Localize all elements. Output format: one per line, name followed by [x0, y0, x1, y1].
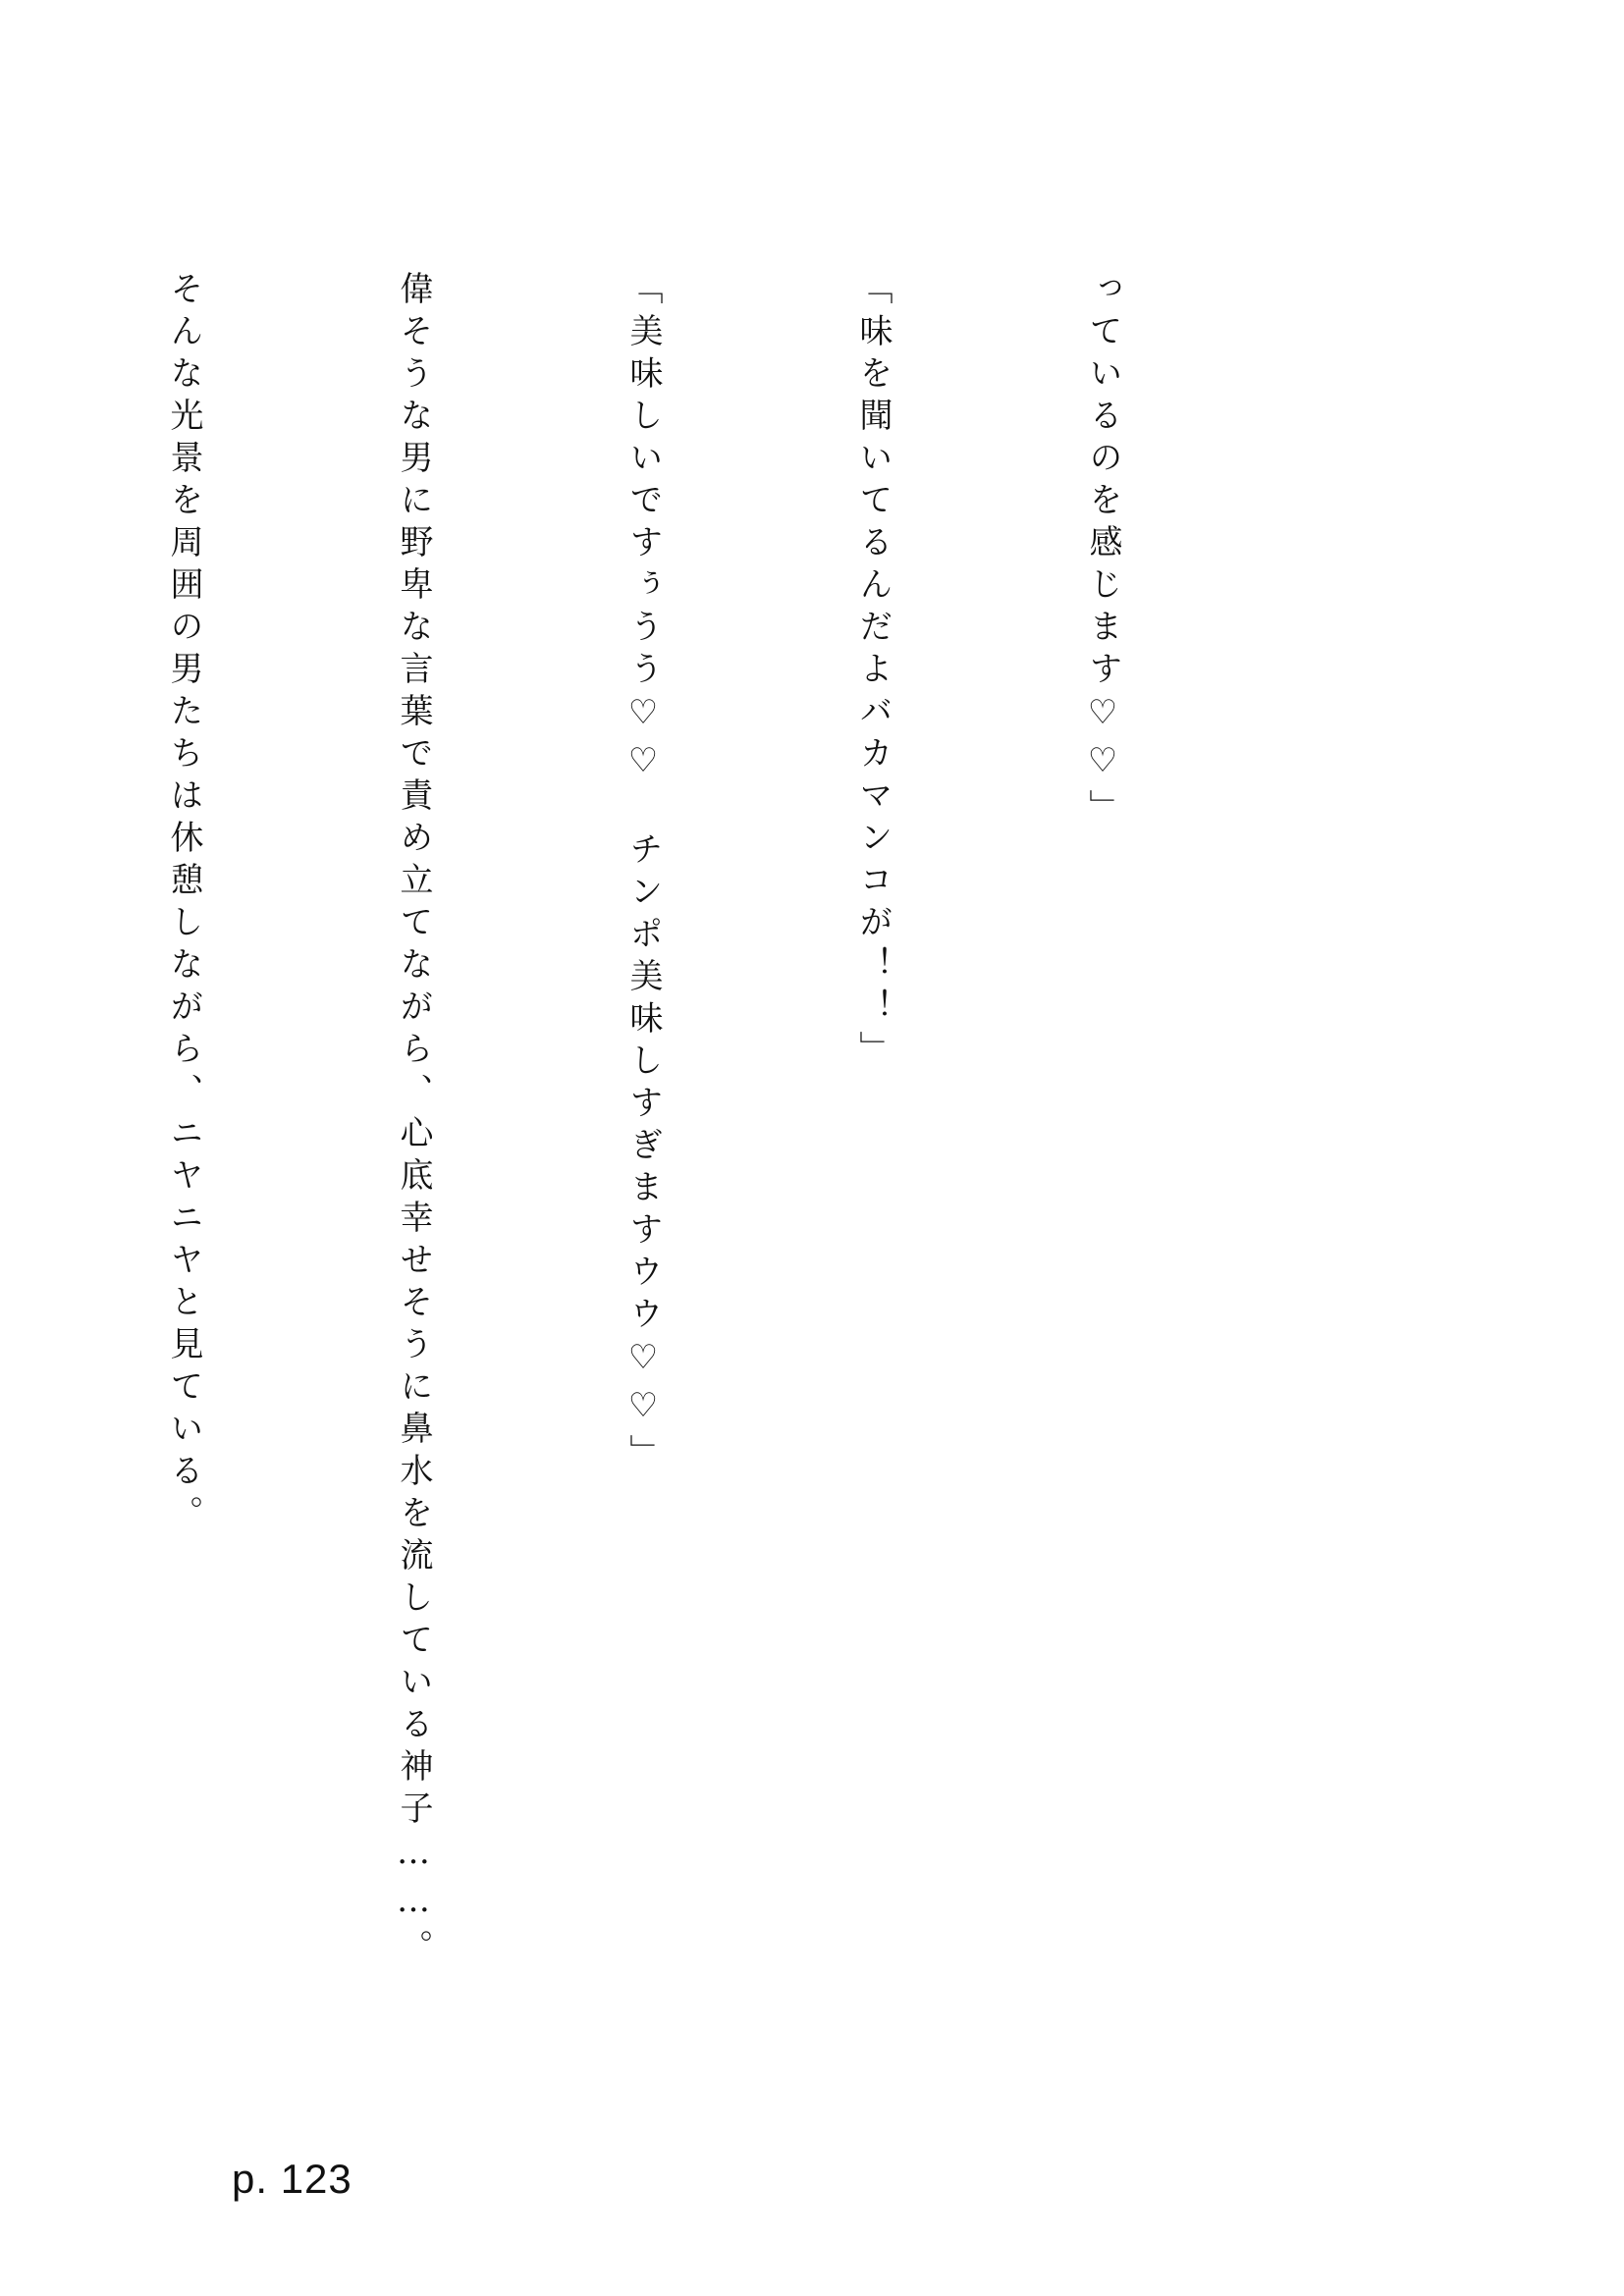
text-line: そんな光景を周囲の男たちは休憩しながら、ニヤニヤと見ている。 [164, 271, 203, 1537]
vertical-text-body [164, 271, 1294, 2116]
text-line: 偉そうな男に野卑な言葉で責め立てながら、心底幸せそうに鼻水を流している神子……。 [394, 271, 433, 1971]
page-number: p. 123 [232, 2156, 352, 2202]
text-line: 「美味しいですぅうう♡♡ チンポ美味しすぎますウウ♡♡」 [623, 271, 663, 1476]
text-line: っているのを感じます♡♡」 [1083, 271, 1122, 831]
text-line: 「味を聞いてるんだよバカマンコが！！」 [853, 271, 893, 1073]
